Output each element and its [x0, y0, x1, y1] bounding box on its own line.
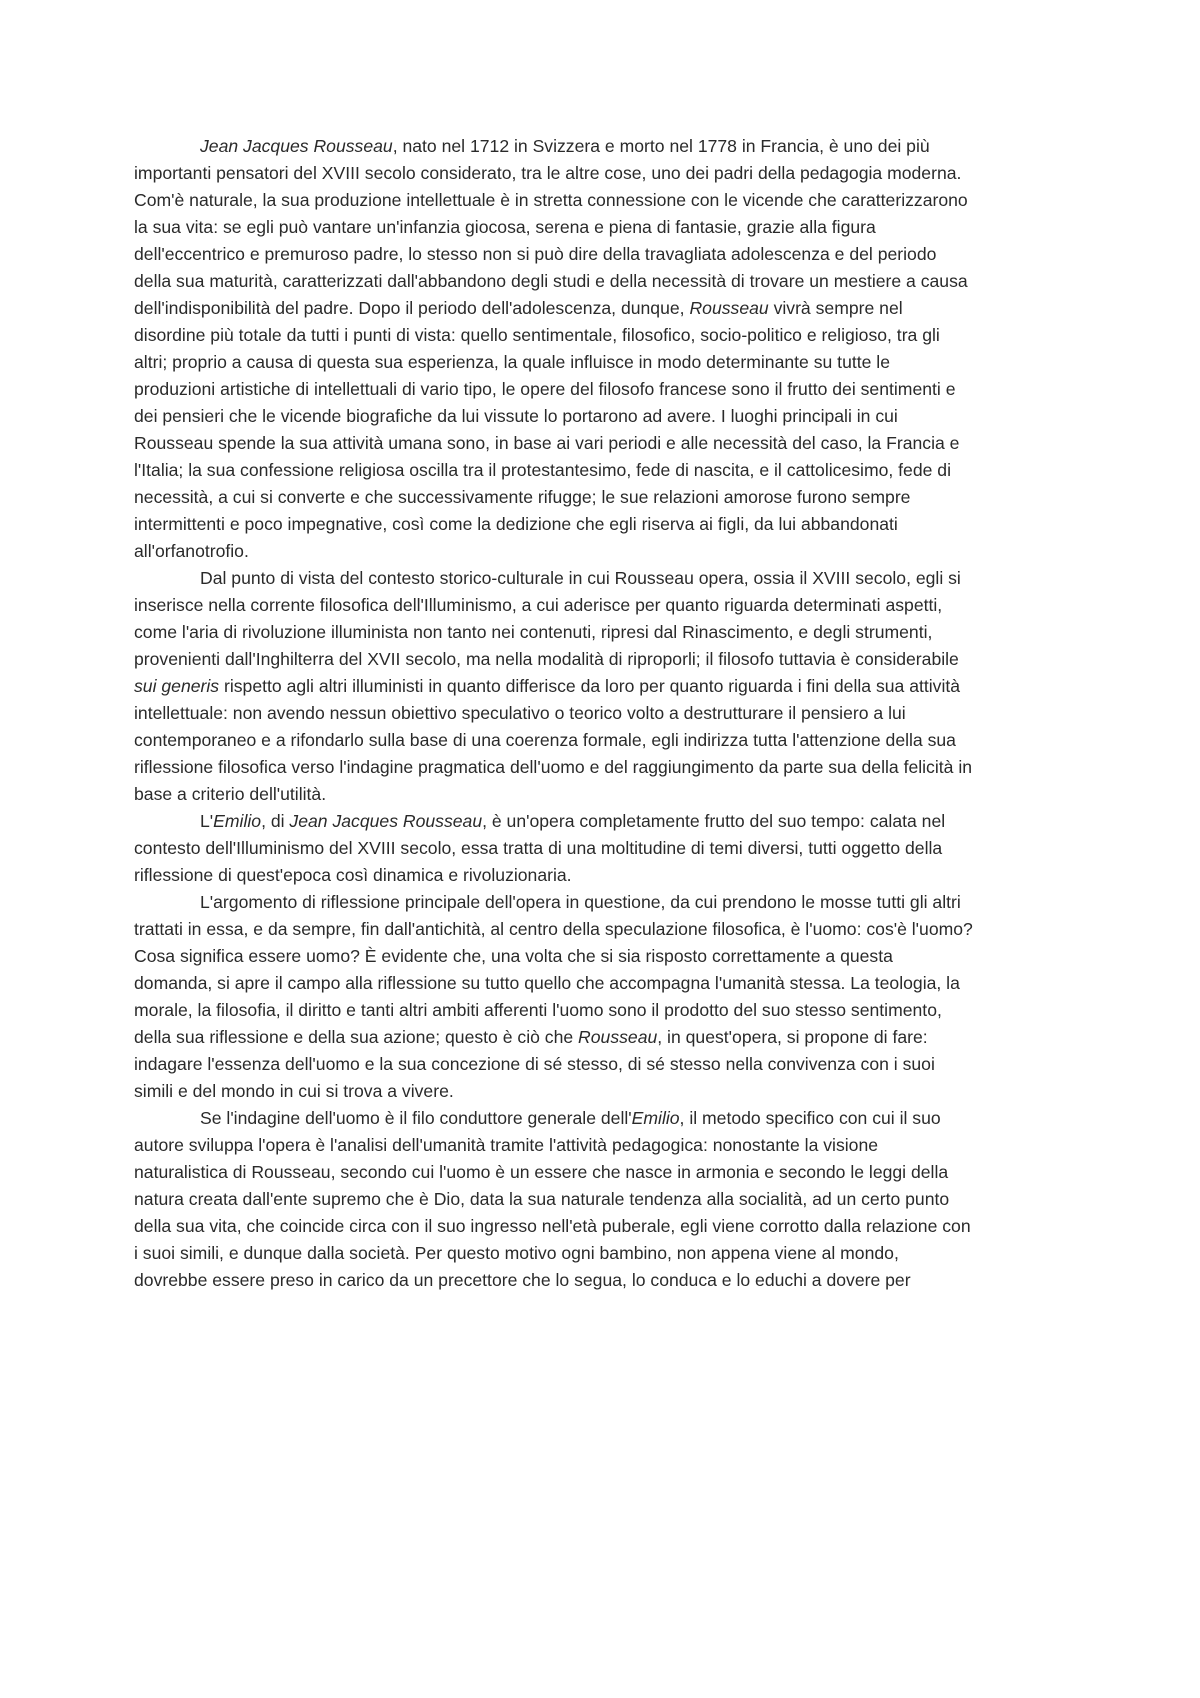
italic-text-run: Rousseau [578, 1027, 658, 1047]
text-run: , di [261, 811, 290, 831]
paragraph-1 [134, 133, 974, 565]
paragraph-5 [134, 1105, 974, 1294]
document-body [134, 133, 974, 1294]
italic-text-run: sui generis [134, 676, 220, 696]
text-run: L'argomento di riflessione principale dell'opera in questione, da cui prendono le mosse tutti gli altri trattati in essa, e da sempre, fin dall'antichità, al centro della speculazione filosofica, è l'uomo: cos'è l'uomo? Cosa significa essere uomo? È evidente che, una volta che si sia risposto correttamente a questa domanda, si apre il campo alla riflessione su tutto quello che accompagna l'umanità stessa. La teologia, la morale, la filosofia, il diritto e tanti altri ambiti afferenti l'uomo sono il prodotto del suo stesso sentimento, della sua riflessione e della sua azione; questo è ciò che [134, 892, 973, 1047]
text-run: , nato nel 1712 in Svizzera e morto nel 1778 in Francia, è uno dei più importanti pensatori del XVIII secolo considerato, tra le altre cose, uno dei padri della pedagogia moderna. Com'è naturale, la sua produzione intellettuale è in stretta connessione con le vicende che caratterizzarono la sua vita: se egli può vantare un'infanzia giocosa, serena e piena di fantasie, grazie alla figura dell'eccentrico e premuroso padre, lo stesso non si può dire della travagliata adolescenza e del periodo della sua maturità, caratterizzati dall'abbandono degli studi e della necessità di trovare un mestiere a causa dell'indisponibilità del padre. Dopo il periodo dell'adolescenza, dunque, [134, 136, 968, 318]
italic-text-run: Jean Jacques Rousseau [289, 811, 483, 831]
text-run: Se l'indagine dell'uomo è il filo conduttore generale dell' [200, 1108, 632, 1128]
italic-text-run: Rousseau [689, 298, 769, 318]
text-run: , il metodo specifico con cui il suo autore sviluppa l'opera è l'analisi dell'umanità tramite l'attività pedagogica: nonostante la visione naturalistica di Rousseau, secondo cui l'uomo è un essere che nasce in armonia e secondo le leggi della natura creata dall'ente supremo che è Dio, data la sua naturale tendenza alla socialità, ad un certo punto della sua vita, che coincide circa con il suo ingresso nell'età puberale, egli viene corrotto dalla relazione con i suoi simili, e dunque dalla società. Per questo motivo ogni bambino, non appena viene al mondo, dovrebbe essere preso in carico da un precettore che lo segua, lo conduca e lo educhi a dovere per [134, 1108, 971, 1290]
text-run: rispetto agli altri illuministi in quanto differisce da loro per quanto riguarda i fini della sua attività intellettuale: non avendo nessun obiettivo speculativo o teorico volto a destrutturare il pensiero a lui contemporaneo e a rifondarlo sulla base di una coerenza formale, egli indirizza tutta l'attenzione della sua riflessione filosofica verso l'indagine pragmatica dell'uomo e del raggiungimento da parte sua della felicità in base a criterio dell'utilità. [134, 676, 973, 804]
text-run: L' [200, 811, 214, 831]
paragraph-3 [134, 808, 974, 889]
text-run: , è un'opera completamente frutto del suo tempo: calata nel contesto dell'Illuminismo del XVIII secolo, essa tratta di una moltitudine di temi diversi, tutti oggetto della riflessione di quest'epoca così dinamica e rivoluzionaria. [134, 811, 946, 885]
paragraph-4 [134, 889, 974, 1105]
italic-text-run: Emilio [213, 811, 262, 831]
text-run: , in quest'opera, si propone di fare: indagare l'essenza dell'uomo e la sua concezione di sé stesso, di sé stesso nella convivenza con i suoi simili e del mondo in cui si trova a vivere. [134, 1027, 935, 1101]
paragraph-2 [134, 565, 974, 808]
text-run: vivrà sempre nel disordine più totale da tutti i punti di vista: quello sentimentale, filosofico, socio-politico e religioso, tra gli altri; proprio a causa di questa sua esperienza, la quale influisce in modo determinante su tutte le produzioni artistiche di intellettuali di vario tipo, le opere del filosofo francese sono il frutto dei sentimenti e dei pensieri che le vicende biografiche da lui vissute lo portarono ad avere. I luoghi principali in cui Rousseau spende la sua attività umana sono, in base ai vari periodi e alle necessità del caso, la Francia e l'Italia; la sua confessione religiosa oscilla tra il protestantesimo, fede di nascita, e il cattolicesimo, fede di necessità, a cui si converte e che successivamente rifugge; le sue relazioni amorose furono sempre intermittenti e poco impegnative, così come la dedizione che egli riserva ai figli, da lui abbandonati all'orfanotrofio. [134, 298, 960, 561]
italic-text-run: Jean Jacques Rousseau [200, 136, 393, 156]
text-run: Dal punto di vista del contesto storico-culturale in cui Rousseau opera, ossia il XVIII secolo, egli si inserisce nella corrente filosofica dell'Illuminismo, a cui aderisce per quanto riguarda determinati aspetti, come l'aria di rivoluzione illuminista non tanto nei contenuti, ripresi dal Rinascimento, e degli strumenti, provenienti dall'Inghilterra del XVII secolo, ma nella modalità di riproporli; il filosofo tuttavia è considerabile [134, 568, 961, 669]
italic-text-run: Emilio [631, 1108, 680, 1128]
